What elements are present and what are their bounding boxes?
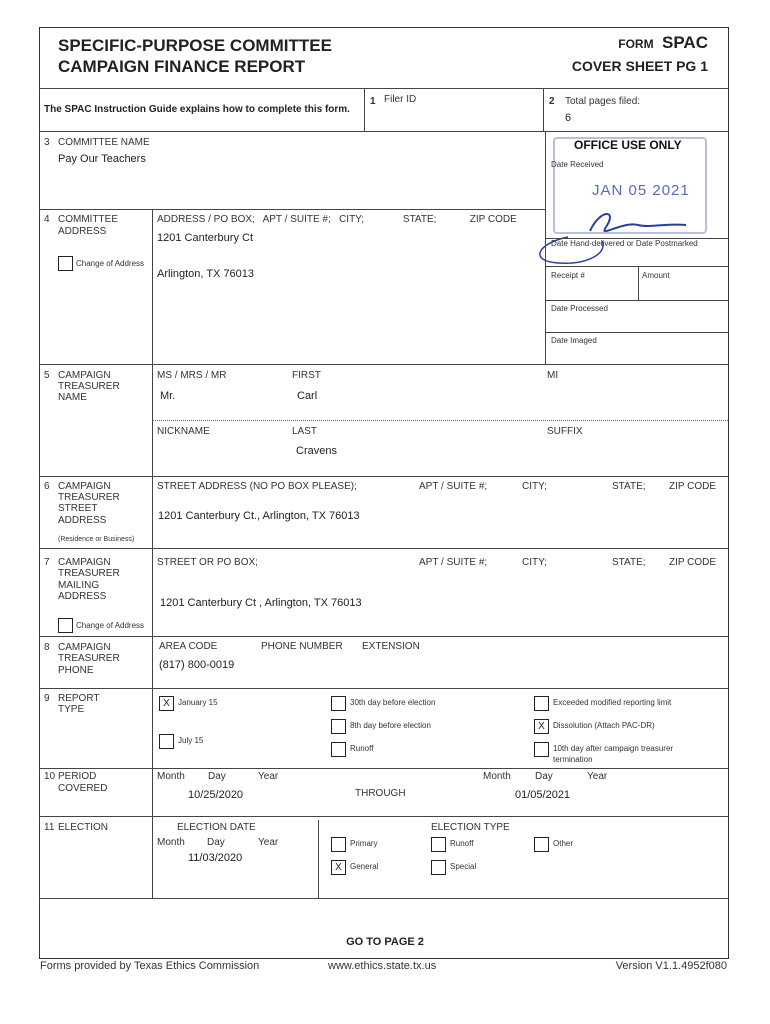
30th-day-checkbox[interactable] xyxy=(331,696,346,711)
nickname-label: NICKNAME xyxy=(157,426,210,437)
mailing-header-addr: STREET OR PO BOX; xyxy=(157,557,258,568)
8th-day-label: 8th day before election xyxy=(350,721,431,730)
street-header-zip: ZIP CODE xyxy=(669,481,717,492)
mi-label: MI xyxy=(547,370,559,381)
treasurer-phone-num: 8 xyxy=(44,642,50,653)
exceeded-limit-checkbox[interactable] xyxy=(534,696,549,711)
suffix-label: SUFFIX xyxy=(547,426,583,437)
date-hand-delivered-label: Date Hand-delivered or Date Postmarked xyxy=(551,239,698,248)
special-checkbox[interactable] xyxy=(431,860,446,875)
last-value: Cravens xyxy=(296,445,337,457)
election-date-label: ELECTION DATE xyxy=(177,822,256,833)
10th-day-checkbox[interactable] xyxy=(534,742,549,757)
runoff-report-checkbox[interactable] xyxy=(331,742,346,757)
general-checkbox[interactable]: X xyxy=(331,860,346,875)
treasurer-name-label2: TREASURER xyxy=(58,381,120,392)
committee-address-line1: 1201 Canterbury Ct xyxy=(157,232,253,244)
july-15-checkbox[interactable] xyxy=(159,734,174,749)
report-type-num: 9 xyxy=(44,693,50,704)
10th-day-label-line2: termination xyxy=(553,755,593,764)
election-type-label: ELECTION TYPE xyxy=(431,822,510,833)
treasurer-mailing-label4: ADDRESS xyxy=(58,591,107,602)
form-code xyxy=(618,33,708,53)
signature-scribble xyxy=(528,203,708,267)
committee-address-label1: COMMITTEE xyxy=(58,214,118,225)
election-month-label: Month xyxy=(157,837,185,848)
extension-label: EXTENSION xyxy=(362,641,420,652)
election-label: ELECTION xyxy=(58,822,109,833)
period-label1: PERIOD xyxy=(58,771,97,782)
election-day-label: Day xyxy=(207,837,225,848)
area-code-label: AREA CODE xyxy=(159,641,218,652)
first-value: Carl xyxy=(297,390,318,402)
period-from-year-label: Year xyxy=(258,771,279,782)
mailing-header-zip: ZIP CODE xyxy=(669,557,717,568)
date-processed-label: Date Processed xyxy=(551,304,608,313)
total-pages-num: 2 xyxy=(549,96,555,107)
committee-name-num: 3 xyxy=(44,137,50,148)
treasurer-street-label1: CAMPAIGN xyxy=(58,481,111,492)
period-label2: COVERED xyxy=(58,783,108,794)
form-title-line1: SPECIFIC-PURPOSE COMMITTEE xyxy=(58,36,332,55)
filer-id-num: 1 xyxy=(370,96,376,107)
committee-name-value: Pay Our Teachers xyxy=(58,153,146,165)
phone-number-label: PHONE NUMBER xyxy=(261,641,343,652)
election-year-label: Year xyxy=(258,837,279,848)
special-label: Special xyxy=(450,862,477,871)
treasurer-phone-label3: PHONE xyxy=(58,665,94,676)
treasurer-name-label1: CAMPAIGN xyxy=(58,370,111,381)
page-label: COVER SHEET PG 1 xyxy=(571,58,708,74)
period-to-year-label: Year xyxy=(587,771,608,782)
january-15-label: January 15 xyxy=(178,698,218,707)
treasurer-street-value: 1201 Canterbury Ct., Arlington, TX 76013 xyxy=(158,510,360,522)
period-from-day-label: Day xyxy=(208,771,226,782)
committee-change-address-label: Change of Address xyxy=(76,259,145,268)
election-runoff-label: Runoff xyxy=(450,839,474,848)
filer-id-label: Filer ID xyxy=(384,94,417,105)
form-title xyxy=(58,35,332,77)
committee-address-header: ADDRESS / PO BOX; APT / SUITE #; CITY; STATE; ZIP CODE xyxy=(157,214,517,225)
other-label: Other xyxy=(553,839,574,848)
report-type-label2: TYPE xyxy=(58,704,85,715)
committee-address-line2: Arlington, TX 76013 xyxy=(157,268,255,280)
july-15-label: July 15 xyxy=(178,736,204,745)
treasurer-street-label3: STREET xyxy=(58,503,98,514)
treasurer-name-label3: NAME xyxy=(58,392,87,403)
footer-url: www.ethics.state.tx.us xyxy=(328,960,437,972)
dissolution-label: Dissolution (Attach PAC-DR) xyxy=(553,721,655,730)
period-to-month-label: Month xyxy=(483,771,511,782)
treasurer-phone-label2: TREASURER xyxy=(58,653,120,664)
date-received-label: Date Received xyxy=(551,160,604,169)
report-type-label1: REPORT xyxy=(58,693,100,704)
8th-day-checkbox[interactable] xyxy=(331,719,346,734)
30th-day-label: 30th day before election xyxy=(350,698,436,707)
treasurer-phone-value: (817) 800-0019 xyxy=(159,659,235,671)
committee-name-label: COMMITTEE NAME xyxy=(58,137,150,148)
committee-change-address-checkbox[interactable] xyxy=(58,256,73,271)
treasurer-street-note: (Residence or Business) xyxy=(58,536,135,543)
treasurer-street-num: 6 xyxy=(44,481,50,492)
committee-address-label2: ADDRESS xyxy=(58,226,107,237)
instructions-text: The SPAC Instruction Guide explains how to complete this form. xyxy=(44,104,350,115)
treasurer-change-address-label: Change of Address xyxy=(76,621,145,630)
january-15-checkbox[interactable]: X xyxy=(159,696,174,711)
treasurer-change-address-checkbox[interactable] xyxy=(58,618,73,633)
period-to-value: 01/05/2021 xyxy=(515,789,571,801)
committee-address-num: 4 xyxy=(44,214,50,225)
election-num: 11 xyxy=(44,822,55,833)
total-pages-value: 6 xyxy=(565,112,572,124)
treasurer-mailing-value: 1201 Canterbury Ct , Arlington, TX 76013 xyxy=(160,597,362,609)
treasurer-mailing-label1: CAMPAIGN xyxy=(58,557,111,568)
footer-provided: Forms provided by Texas Ethics Commission xyxy=(40,960,260,972)
total-pages-label: Total pages filed: xyxy=(565,96,641,107)
street-header-city: CITY; xyxy=(522,481,547,492)
first-label: FIRST xyxy=(292,370,321,381)
street-header-addr: STREET ADDRESS (NO PO BOX PLEASE); xyxy=(157,481,357,492)
date-imaged-label: Date Imaged xyxy=(551,336,597,345)
general-label: General xyxy=(350,862,379,871)
period-to-day-label: Day xyxy=(535,771,553,782)
treasurer-name-num: 5 xyxy=(44,370,50,381)
stamp-date: JAN 05 2021 xyxy=(592,182,690,199)
exceeded-limit-label: Exceeded modified reporting limit xyxy=(553,698,672,707)
period-num: 10 xyxy=(44,771,56,782)
ms-label: MS / MRS / MR xyxy=(157,370,227,381)
runoff-report-label: Runoff xyxy=(350,744,374,753)
last-label: LAST xyxy=(292,426,318,437)
election-date-value: 11/03/2020 xyxy=(188,852,243,864)
go-to-page-2: GO TO PAGE 2 xyxy=(346,936,424,948)
primary-checkbox[interactable] xyxy=(331,837,346,852)
ms-value: Mr. xyxy=(160,390,176,402)
treasurer-mailing-label3: MAILING xyxy=(58,580,100,591)
primary-label: Primary xyxy=(350,839,378,848)
10th-day-label: 10th day after campaign treasurer xyxy=(553,744,674,753)
treasurer-street-label4: ADDRESS xyxy=(58,515,107,526)
treasurer-mailing-num: 7 xyxy=(44,557,50,568)
treasurer-mailing-label2: TREASURER xyxy=(58,568,120,579)
dissolution-checkbox[interactable]: X xyxy=(534,719,549,734)
amount-label: Amount xyxy=(642,271,670,280)
other-checkbox[interactable] xyxy=(534,837,549,852)
office-use-title: OFFICE USE ONLY xyxy=(574,138,682,152)
footer-version: Version V1.1.4952f080 xyxy=(615,960,727,972)
form-label: FORM xyxy=(618,37,654,51)
receipt-label: Receipt # xyxy=(551,271,585,280)
treasurer-street-label2: TREASURER xyxy=(58,492,120,503)
period-through: THROUGH xyxy=(355,788,406,799)
street-header-apt: APT / SUITE #; xyxy=(419,481,488,492)
treasurer-phone-label1: CAMPAIGN xyxy=(58,642,111,653)
street-header-state: STATE; xyxy=(612,481,646,492)
mailing-header-apt: APT / SUITE #; xyxy=(419,557,488,568)
mailing-header-city: CITY; xyxy=(522,557,547,568)
election-runoff-checkbox[interactable] xyxy=(431,837,446,852)
period-from-value: 10/25/2020 xyxy=(188,789,244,801)
form-title-line2: CAMPAIGN FINANCE REPORT xyxy=(58,57,306,76)
mailing-header-state: STATE; xyxy=(612,557,646,568)
period-from-month-label: Month xyxy=(157,771,185,782)
form-code-value: SPAC xyxy=(662,33,708,52)
